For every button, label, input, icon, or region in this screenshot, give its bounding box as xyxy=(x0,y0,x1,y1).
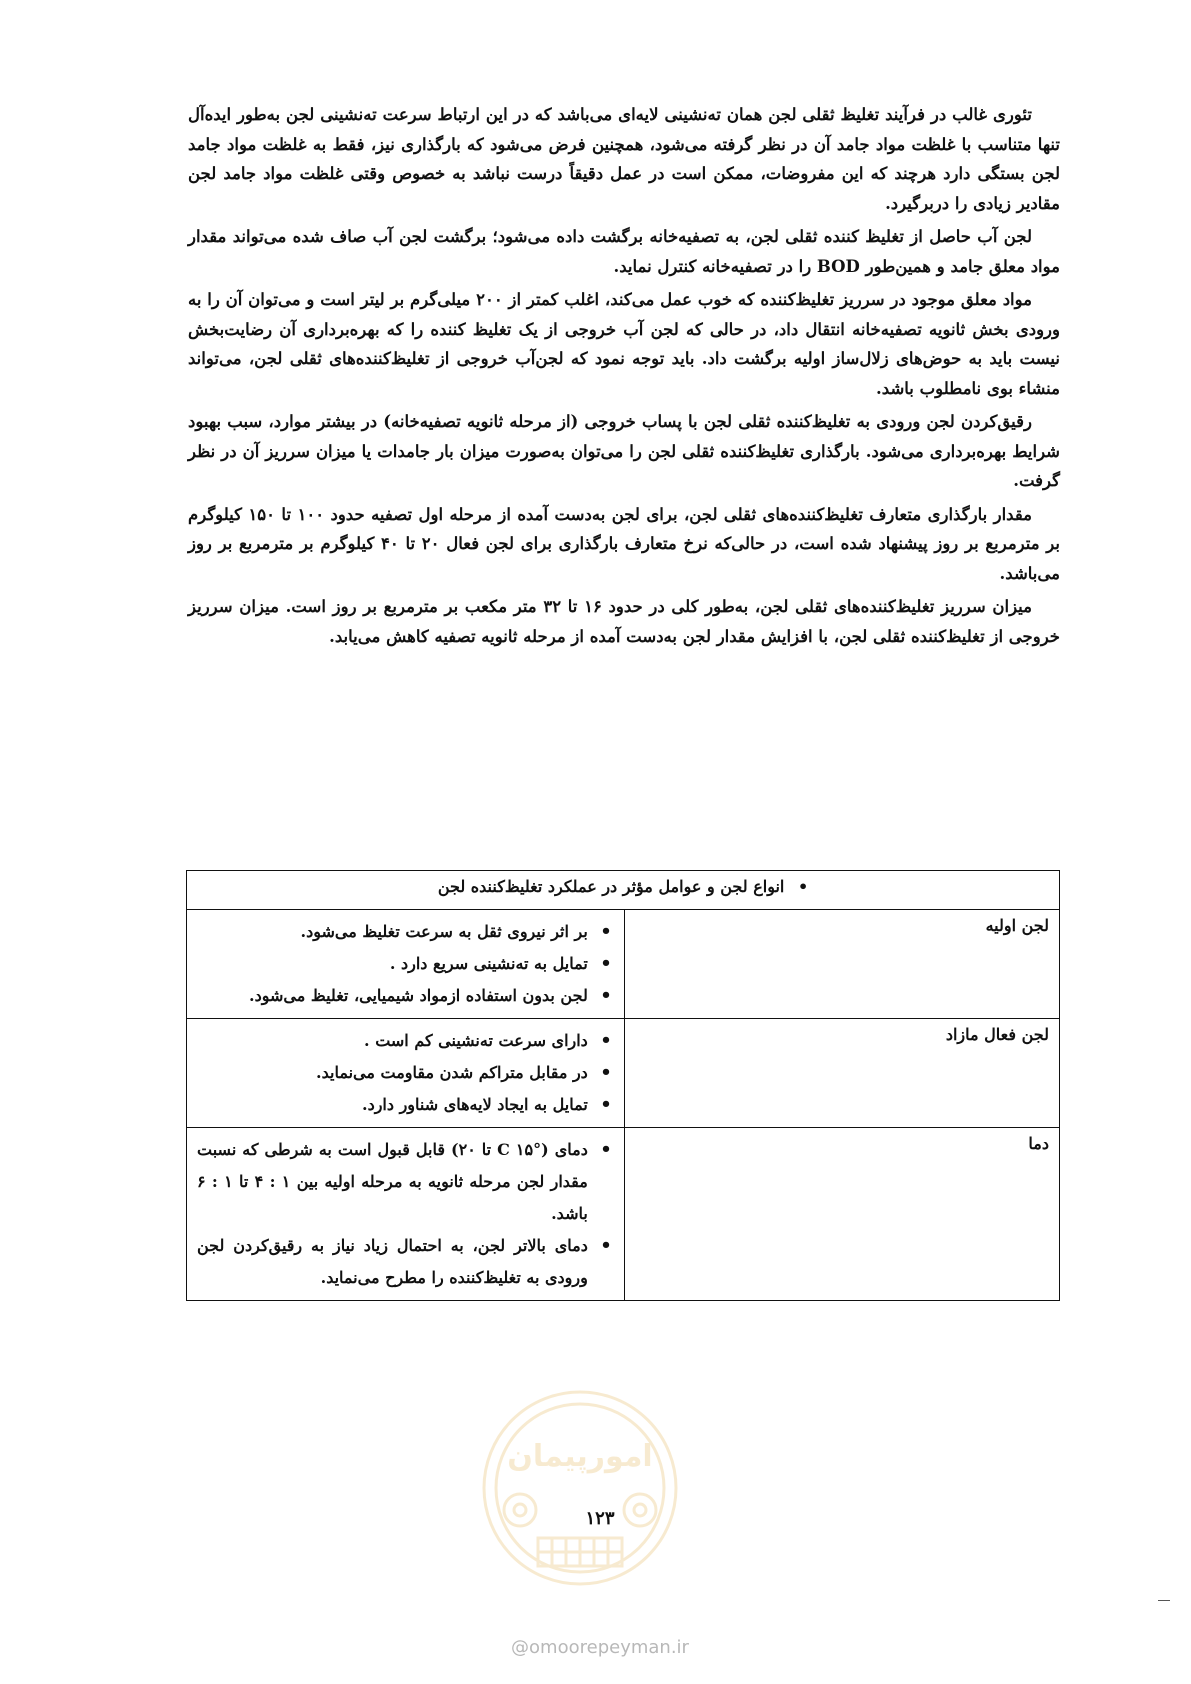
table-row xyxy=(187,1128,1060,1301)
row-items-waste-activated-sludge xyxy=(187,1019,625,1128)
table-row xyxy=(187,1019,1060,1128)
list-item: • لجن بدون استفاده ازمواد شیمیایی، تغلیظ می‌شود. xyxy=(197,980,588,1012)
row-items-temperature xyxy=(187,1128,625,1301)
paragraph-1: تئوری غالب در فرآیند تغلیظ ثقلی لجن همان ته‌نشینی لایه‌ای می‌باشد که در این ارتباط سرعت ته‌نشینی لجن به‌طور ایده‌آل تنها متناسب با غلظت مواد جامد آن در نظر گرفته می‌شود، همچنین فرض می‌شود که بارگذاری نیز، فقط به غلظت مواد جامد لجن بستگی دارد هرچند که این مفروضات، ممکن است در عمل دقیقاً درست نباشد به خصوص وقتی غلظت مواد جامد لجن مقادیر زیادی را دربرگیرد. xyxy=(188,105,1060,213)
paragraph-3: مواد معلق موجود در سرریز تغلیظ‌کننده که خوب عمل می‌کند، اغلب کمتر از ۲۰۰ میلی‌گرم بر لیتر است و می‌توان آن را به ورودی بخش ثانویه تصفیه‌خانه انتقال داد، در حالی که لجن آب خروجی از یک تغلیظ کننده را که بهره‌برداری آن رضایت‌بخش نیست باید به حوض‌های زلال‌ساز اولیه برگشت داد. باید توجه نمود که لجن‌آب خروجی از تغلیظ‌کننده‌های ثقلی لجن، می‌تواند منشاء بوی نامطلوب باشد. xyxy=(188,290,1060,398)
row-label-temperature: دما xyxy=(624,1128,1059,1301)
watermark-logo-icon xyxy=(480,1388,680,1588)
row-label-waste-activated-sludge: لجن فعال مازاد xyxy=(624,1019,1059,1128)
paragraph-2: لجن آب حاصل از تغلیظ کننده ثقلی لجن، به تصفیه‌خانه برگشت داده می‌شود؛ برگشت لجن آب صاف شده می‌تواند مقدار مواد معلق جامد و همین‌طور BOD را در تصفیه‌خانه کنترل نماید. xyxy=(188,227,1060,276)
table-header-row xyxy=(187,871,1060,910)
sludge-factors-table xyxy=(186,870,1060,1301)
list-item: • دمای بالاتر لجن، به احتمال زیاد نیاز به رقیق‌کردن لجن ورودی به تغلیظ‌کننده را مطرح می‌نماید. xyxy=(197,1230,588,1294)
paragraph-4: رقیق‌کردن لجن ورودی به تغلیظ‌کننده ثقلی لجن با پساب خروجی (از مرحله ثانویه تصفیه‌خانه) در بیشتر موارد، سبب بهبود شرایط بهره‌برداری می‌شود. بارگذاری تغلیظ‌کننده ثقلی لجن را می‌توان به‌صورت میزان بار جامدات یا میزان سرریز آن در نظر گرفت. xyxy=(188,412,1060,490)
table-row xyxy=(187,910,1060,1019)
row-label-primary-sludge: لجن اولیه xyxy=(624,910,1059,1019)
edge-mark xyxy=(1158,1600,1170,1601)
watermark-logo-text: امورپیمان xyxy=(507,1439,653,1474)
list-item: • تمایل به ته‌نشینی سریع دارد . xyxy=(197,948,588,980)
paragraph-5: مقدار بارگذاری متعارف تغلیظ‌کننده‌های ثقلی لجن، برای لجن به‌دست آمده از مرحله اول تصفیه حدود ۱۰۰ تا ۱۵۰ کیلوگرم بر مترمربع بر روز پیشنهاد شده است، در حالی‌که نرخ متعارف بارگذاری برای لجن فعال ۲۰ تا ۴۰ کیلوگرم بر مترمربع بر روز می‌باشد. xyxy=(188,504,1060,583)
watermark-url: @omoorepeyman.ir xyxy=(511,1637,689,1658)
page-number: ۱۲۳ xyxy=(585,1508,615,1529)
list-item: • دارای سرعت ته‌نشینی کم است . xyxy=(197,1025,588,1057)
list-item: • بر اثر نیروی ثقل به سرعت تغلیظ می‌شود. xyxy=(197,916,588,948)
list-item: • تمایل به ایجاد لایه‌های شناور دارد. xyxy=(197,1089,588,1121)
table-header-cell xyxy=(187,871,1060,910)
body-text xyxy=(188,100,1060,655)
table-header-text: انواع لجن و عوامل مؤثر در عملکرد تغلیظ‌کننده لجن xyxy=(437,877,785,896)
list-item: • دمای (°C ۱۵ تا ۲۰) قابل قبول است به شرطی که نسبت مقدار لجن مرحله ثانویه به مرحله اولیه بین ۱ : ۴ تا ۱ : ۶ باشد. xyxy=(197,1134,588,1230)
bullet-icon: • xyxy=(797,877,809,896)
list-item: • در مقابل متراکم شدن مقاومت می‌نماید. xyxy=(197,1057,588,1089)
row-items-primary-sludge xyxy=(187,910,625,1019)
paragraph-6: میزان سرریز تغلیظ‌کننده‌های ثقلی لجن، به‌طور کلی در حدود ۱۶ تا ۳۲ متر مکعب بر مترمربع بر روز است. میزان سرریز خروجی از تغلیظ‌کننده ثقلی لجن، با افزایش مقدار لجن به‌دست آمده از مرحله ثانویه تصفیه کاهش می‌یابد. xyxy=(188,597,1060,646)
